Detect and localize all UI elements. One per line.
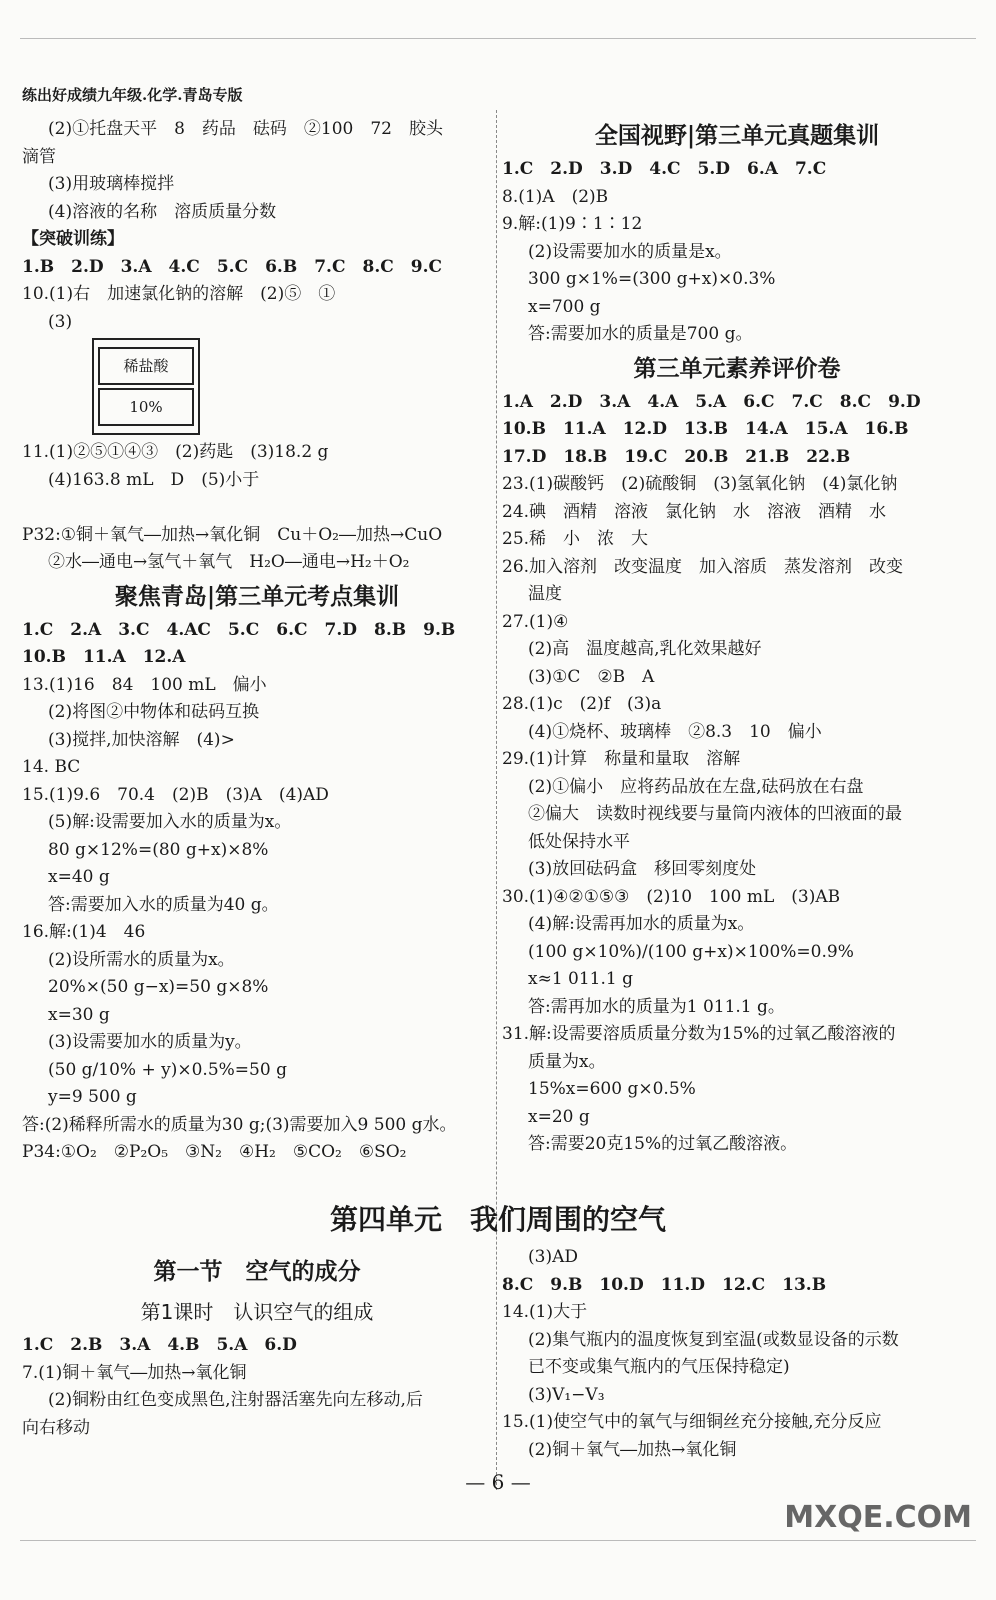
text-line: (100 g×10%)/(100 g+x)×100%=0.9% bbox=[528, 941, 854, 962]
text-line: (3)V₁−V₃ bbox=[528, 1384, 605, 1405]
text-line: 15.(1)使空气中的氧气与细铜丝充分接触,充分反应 bbox=[502, 1412, 882, 1432]
text-line: 已不变或集气瓶内的气压保持稳定) bbox=[528, 1357, 790, 1377]
figure-label-top: 稀盐酸 bbox=[98, 347, 194, 385]
unit4-right-lines bbox=[502, 1244, 972, 1464]
text-line: 答:(2)稀释所需水的质量为30 g;(3)需要加入9 500 g水。 bbox=[22, 1114, 457, 1135]
text-line: (3)搅拌,加快溶解 (4)> bbox=[48, 729, 235, 750]
text-line: (3)放回砝码盒 移回零刻度处 bbox=[528, 859, 757, 879]
text-line: (4)163.8 mL D (5)小于 bbox=[48, 469, 260, 490]
text-line: (4)①烧杯、玻璃棒 ②8.3 10 偏小 bbox=[528, 721, 822, 742]
unit4-left-column bbox=[22, 1252, 492, 1442]
text-line: (2)高 温度越高,乳化效果越好 bbox=[528, 639, 762, 659]
section-title-national: 全国视野|第三单元真题集训 bbox=[594, 122, 880, 149]
text-line: 13.(1)16 84 100 mL 偏小 bbox=[22, 674, 267, 695]
text-line: 27.(1)④ bbox=[502, 611, 569, 632]
running-header: 练出好成绩九年级.化学.青岛专版 bbox=[22, 86, 243, 104]
text-line bbox=[22, 494, 492, 522]
text-line: 10.(1)右 加速氯化钠的溶解 (2)⑤ ① bbox=[22, 284, 336, 304]
text-line: x≈1 011.1 g bbox=[528, 969, 634, 989]
text-line: (2)集气瓶内的温度恢复到室温(或数显设备的示数 bbox=[528, 1329, 899, 1350]
text-line: (5)解:设需要加入水的质量为x。 bbox=[48, 812, 292, 832]
text-line: 15%x=600 g×0.5% bbox=[528, 1079, 696, 1099]
text-line: ②水―通电→氢气＋氧气 H₂O―通电→H₂＋O₂ bbox=[48, 552, 410, 572]
text-line: 低处保持水平 bbox=[528, 831, 630, 852]
text-line: x=30 g bbox=[48, 1004, 110, 1025]
text-line: 30.(1)④②①⑤③ (2)10 100 mL (3)AB bbox=[502, 886, 841, 907]
unit4-section-title: 第一节 空气的成分 bbox=[153, 1258, 361, 1285]
text-line: (2)铜＋氧气―加热→氧化铜 bbox=[528, 1439, 737, 1460]
label-figure bbox=[92, 338, 200, 435]
text-line: (3)①C ②B A bbox=[528, 666, 655, 687]
right-bottom-block bbox=[502, 389, 972, 1159]
text-line: (50 g/10% + y)×0.5%=50 g bbox=[48, 1059, 287, 1080]
text-line: (4)解:设需再加水的质量为x。 bbox=[528, 914, 755, 934]
page-number: — 6 — bbox=[465, 1470, 531, 1494]
text-line: (2)①托盘天平 8 药品 砝码 ②100 72 胶头 bbox=[48, 119, 443, 139]
watermark-logo: MXQE.COM bbox=[784, 1500, 972, 1535]
text-line: 1.B 2.D 3.A 4.C 5.C 6.B 7.C 8.C 9.C bbox=[22, 256, 443, 277]
text-line: P32:①铜＋氧气―加热→氧化铜 Cu＋O₂―加热→CuO bbox=[22, 524, 443, 545]
text-line: (2)将图②中物体和砝码互换 bbox=[48, 702, 260, 722]
text-line: 温度 bbox=[528, 584, 562, 604]
text-line: 300 g×1%=(300 g+x)×0.3% bbox=[528, 269, 776, 289]
text-line: 质量为x。 bbox=[528, 1051, 606, 1072]
text-line: 答:需再加水的质量为1 011.1 g。 bbox=[528, 996, 785, 1017]
unit4-lesson-title: 第1课时 认识空气的组成 bbox=[140, 1300, 374, 1324]
section-title-evaluation: 第三单元素养评价卷 bbox=[633, 354, 841, 382]
text-line: (4)溶液的名称 溶质质量分数 bbox=[48, 201, 277, 222]
text-line: (2)①偏小 应将药品放在左盘,砝码放在右盘 bbox=[528, 776, 864, 797]
text-line: 1.C 2.A 3.C 4.AC 5.C 6.C 7.D 8.B 9.B bbox=[22, 619, 456, 640]
text-line: 8.(1)A (2)B bbox=[502, 186, 609, 207]
left-column bbox=[22, 116, 492, 1167]
text-line: 14.(1)大于 bbox=[502, 1302, 588, 1322]
text-line: 31.解:设需要溶质质量分数为15%的过氧乙酸溶液的 bbox=[502, 1024, 896, 1044]
text-line: 20%×(50 g−x)=50 g×8% bbox=[48, 977, 269, 997]
bottom-rule bbox=[20, 1540, 976, 1541]
text-line: (2)设需要加水的质量是x。 bbox=[528, 241, 732, 262]
text-line: (3)AD bbox=[528, 1247, 578, 1267]
text-line: 7.(1)铜＋氧气―加热→氧化铜 bbox=[22, 1362, 247, 1383]
text-line: P34:①O₂ ②P₂O₅ ③N₂ ④H₂ ⑤CO₂ ⑥SO₂ bbox=[22, 1142, 407, 1162]
column-divider bbox=[496, 110, 497, 1490]
text-line: 26.加入溶剂 改变温度 加入溶质 蒸发溶剂 改变 bbox=[502, 556, 904, 577]
text-line: ②偏大 读数时视线要与量筒内液体的凹液面的最 bbox=[528, 804, 902, 824]
left-bottom-block bbox=[22, 617, 492, 1167]
text-line: 29.(1)计算 称量和量取 溶解 bbox=[502, 749, 741, 769]
text-line: (3)设需要加水的质量为y。 bbox=[48, 1032, 252, 1052]
text-line: y=9 500 g bbox=[48, 1087, 137, 1107]
text-line: 1.C 2.B 3.A 4.B 5.A 6.D bbox=[22, 1335, 297, 1355]
text-line: 向右移动 bbox=[22, 1417, 90, 1438]
text-line: 9.解:(1)9∶1∶12 bbox=[502, 214, 643, 234]
text-line: 14. BC bbox=[22, 757, 81, 777]
text-line: x=700 g bbox=[528, 296, 601, 317]
text-line: 答:需要20克15%的过氧乙酸溶液。 bbox=[528, 1134, 798, 1154]
text-line: 15.(1)9.6 70.4 (2)B (3)A (4)AD bbox=[22, 784, 329, 805]
text-line: 16.解:(1)4 46 bbox=[22, 922, 146, 942]
top-rule bbox=[20, 38, 976, 39]
unit-title: 第四单元 我们周围的空气 bbox=[329, 1203, 666, 1236]
unit4-left-lines bbox=[22, 1332, 492, 1442]
text-line: 【突破训练】 bbox=[22, 229, 124, 249]
text-line: 1.A 2.D 3.A 4.A 5.A 6.C 7.C 8.C 9.D bbox=[502, 391, 921, 412]
text-line: 24.碘 酒精 溶液 氯化钠 水 溶液 酒精 水 bbox=[502, 501, 887, 522]
text-line: 11.(1)②⑤①④③ (2)药匙 (3)18.2 g bbox=[22, 442, 329, 462]
right-top-block bbox=[502, 156, 972, 349]
text-line: 1.C 2.D 3.D 4.C 5.D 6.A 7.C bbox=[502, 159, 827, 179]
text-line: 10.B 11.A 12.A bbox=[22, 647, 186, 667]
text-line: 28.(1)c (2)f (3)a bbox=[502, 694, 662, 714]
text-line: x=20 g bbox=[528, 1106, 590, 1127]
text-line: (3) bbox=[48, 311, 73, 332]
section-title-qingdao: 聚焦青岛|第三单元考点集训 bbox=[114, 582, 400, 610]
text-line: 80 g×12%=(80 g+x)×8% bbox=[48, 839, 269, 860]
text-line: 23.(1)碳酸钙 (2)硫酸铜 (3)氢氧化钠 (4)氯化钠 bbox=[502, 474, 898, 494]
unit4-right-column bbox=[502, 1244, 972, 1464]
text-line: (2)铜粉由红色变成黑色,注射器活塞先向左移动,后 bbox=[48, 1390, 423, 1410]
text-line: 17.D 18.B 19.C 20.B 21.B 22.B bbox=[502, 446, 851, 467]
text-line: 8.C 9.B 10.D 11.D 12.C 13.B bbox=[502, 1274, 827, 1295]
right-column bbox=[502, 116, 972, 1159]
figure-label-bottom: 10% bbox=[98, 388, 194, 426]
text-line: 滴管 bbox=[22, 146, 56, 167]
text-line: 答:需要加入水的质量为40 g。 bbox=[48, 894, 279, 915]
text-line: (3)用玻璃棒搅拌 bbox=[48, 174, 175, 194]
left-mid-block bbox=[22, 439, 492, 577]
left-top-block bbox=[22, 116, 492, 336]
text-line: 答:需要加水的质量是700 g。 bbox=[528, 324, 753, 344]
text-line: x=40 g bbox=[48, 867, 110, 887]
text-line: 25.稀 小 浓 大 bbox=[502, 529, 649, 549]
text-line: (2)设所需水的质量为x。 bbox=[48, 949, 235, 970]
text-line: 10.B 11.A 12.D 13.B 14.A 15.A 16.B bbox=[502, 419, 909, 439]
